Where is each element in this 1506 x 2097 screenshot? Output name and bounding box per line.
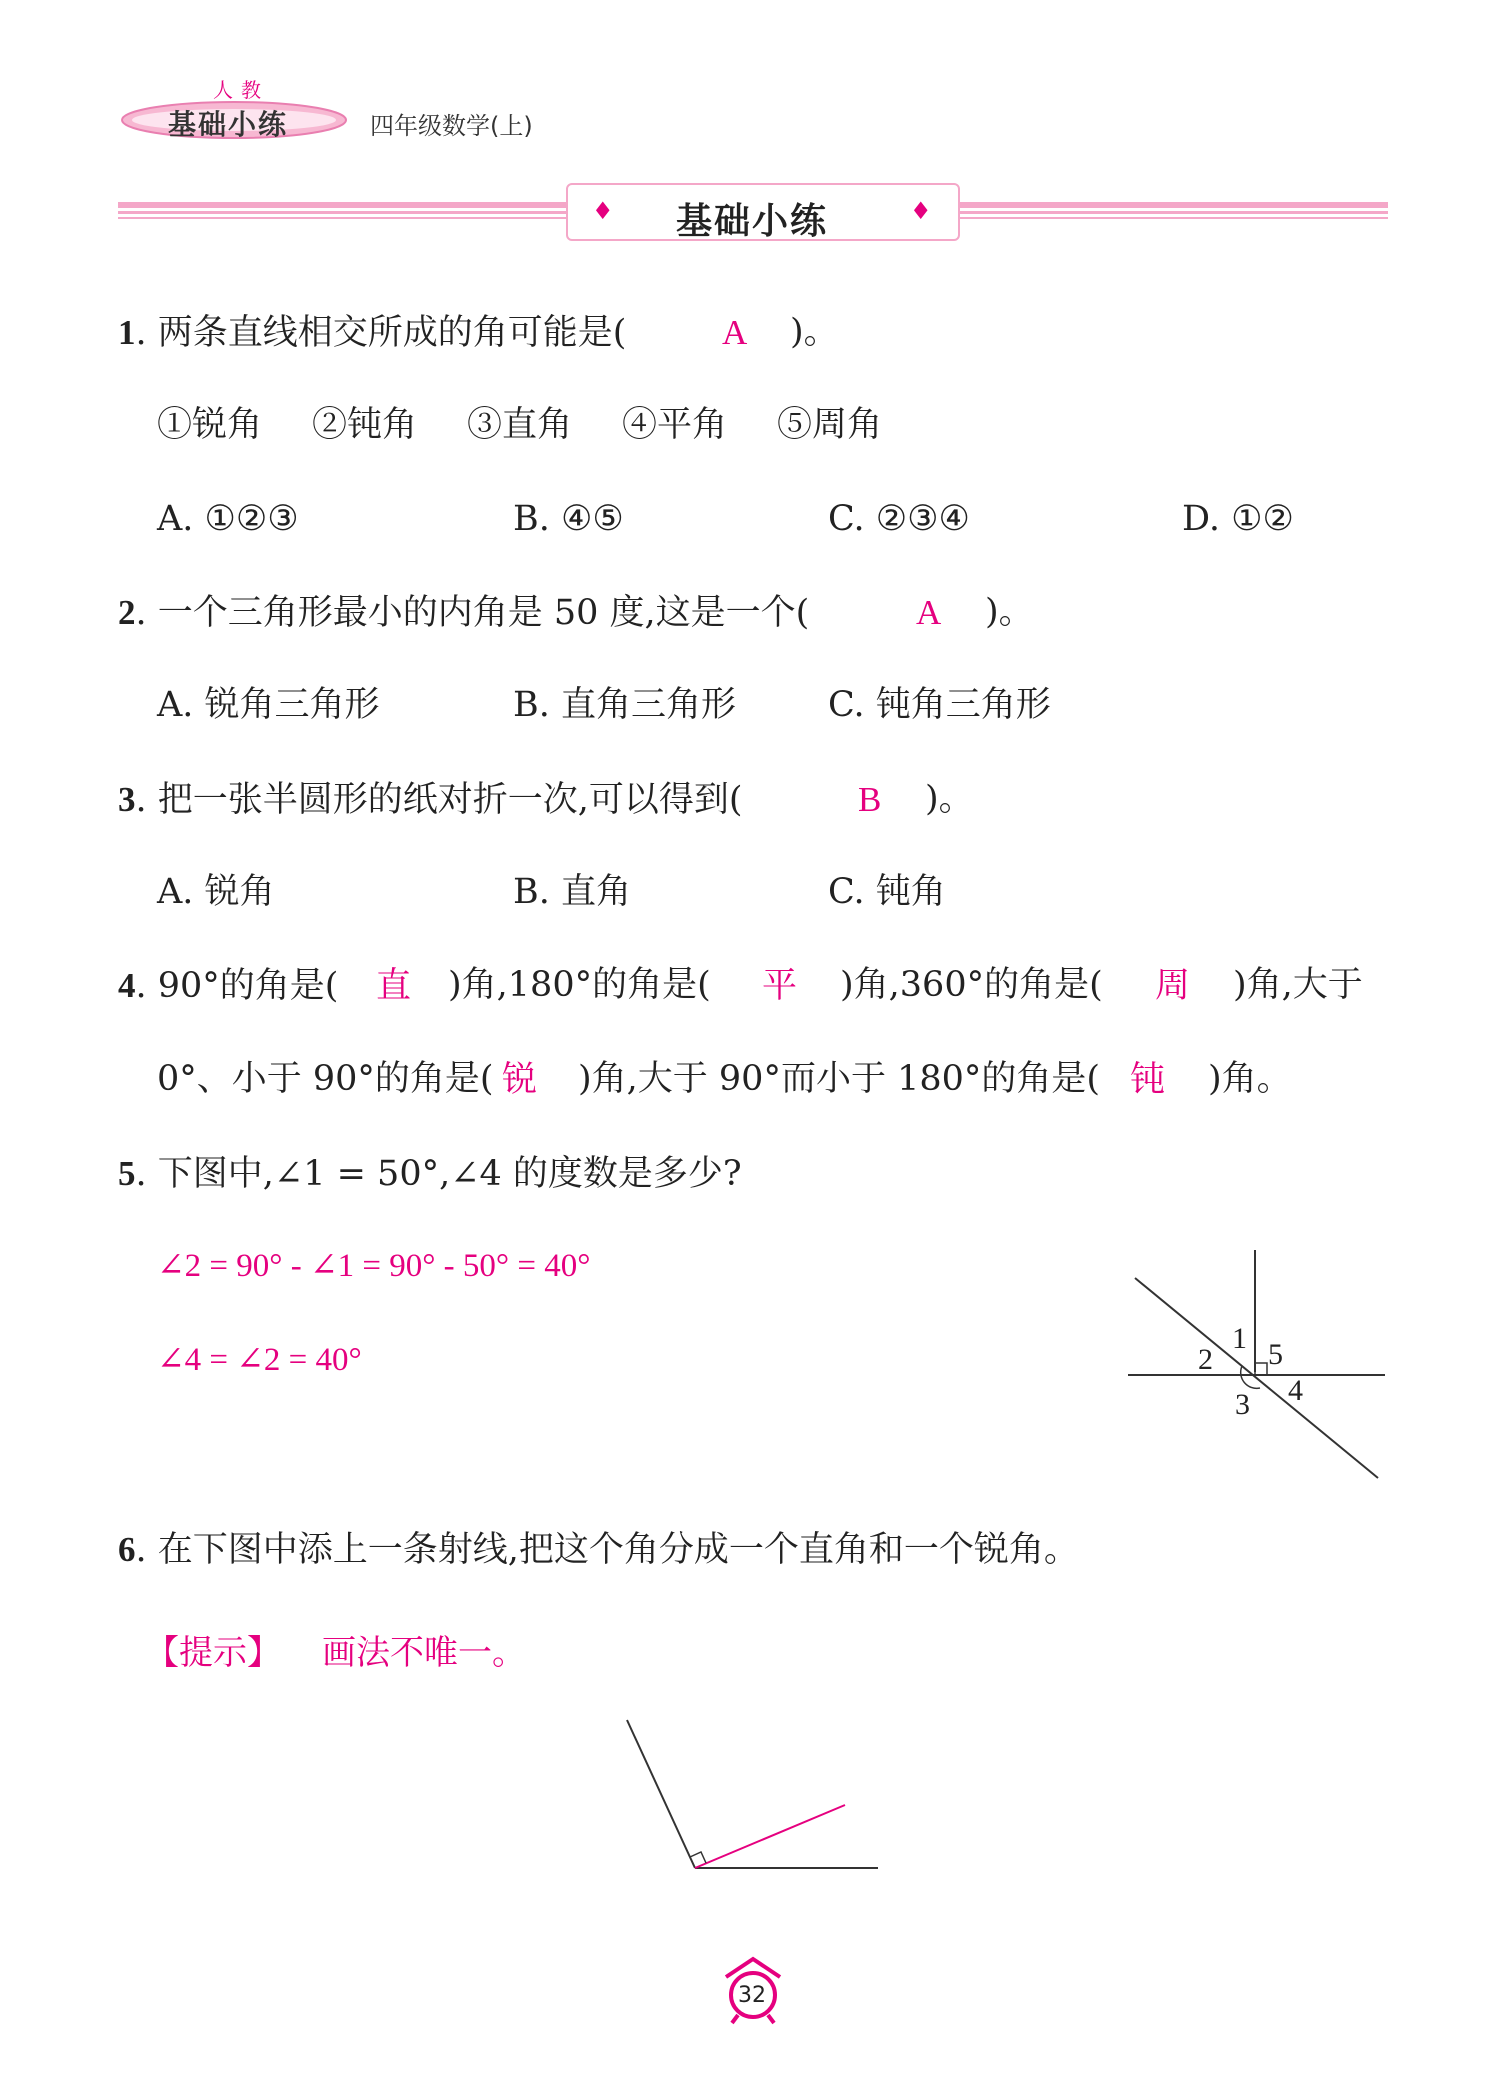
question-stem: . 在下图中添上一条射线,把这个角分成一个直角和一个锐角。 [135, 1530, 1079, 1570]
q1-item: ④平角 [622, 405, 728, 445]
angle-with-ray-diagram [610, 1710, 890, 1880]
question-stem-end: )。 [925, 779, 974, 819]
question-number: 2 [118, 593, 136, 632]
diamond-icon: ♦ [910, 197, 932, 225]
answer-4-4: 锐 [502, 1060, 538, 1099]
section-title-box [566, 183, 960, 241]
question-number: 1 [118, 313, 136, 352]
q1-option-d: D. ①② [1182, 499, 1294, 539]
question-stem: . 下图中,∠1 = 50°,∠4 的度数是多少? [135, 1154, 742, 1194]
q1-item: ⑤周角 [777, 405, 883, 445]
q5-figure [1120, 1240, 1400, 1490]
question-4: 4. 90°的角是( [118, 966, 339, 1006]
header-series: 基础小练 [168, 108, 289, 141]
answer-4-1: 直 [376, 966, 412, 1005]
q5-work-line-2: ∠4 = ∠2 = 40° [157, 1342, 362, 1378]
header-logo [118, 70, 358, 148]
question-1 [118, 315, 626, 351]
hint-label: 【提示】 [145, 1633, 281, 1673]
angle-label-2: 2 [1198, 1343, 1213, 1376]
page-number-badge [718, 1955, 788, 2025]
answer-1: A [722, 313, 748, 352]
intersecting-lines-diagram [1120, 1240, 1400, 1490]
question-stem-end: )。 [985, 592, 1034, 632]
question-2 [118, 595, 809, 631]
q6-figure [610, 1710, 890, 1880]
q1-option-a: A. ①②③ [157, 499, 299, 539]
answer-2: A [916, 593, 942, 632]
question-6 [118, 1532, 1079, 1568]
q3-option-b: B. 直角 [513, 872, 631, 912]
diamond-icon: ♦ [592, 197, 614, 225]
question-number: 3 [118, 780, 136, 819]
q1-option-c: C. ②③④ [828, 499, 970, 539]
q1-option-b: B. ④⑤ [513, 499, 624, 539]
q1-item: ③直角 [467, 405, 573, 445]
question-5 [118, 1156, 742, 1192]
header-grade-subject: 四年级数学(上) [370, 112, 533, 140]
question-3 [118, 782, 743, 818]
answer-4-2: 平 [762, 966, 798, 1005]
question-number: 5 [118, 1154, 136, 1193]
angle-label-3: 3 [1235, 1388, 1250, 1421]
q3-option-c: C. 钝角 [828, 872, 946, 912]
q3-option-a: A. 锐角 [157, 872, 275, 912]
section-title: 基础小练 [676, 201, 829, 242]
header-publisher: 人教 [213, 78, 269, 102]
question-4-continued: 0°、小于 90°的角是( [157, 1059, 494, 1099]
question-stem: . 把一张半圆形的纸对折一次,可以得到( [135, 780, 743, 820]
question-stem: . 两条直线相交所成的角可能是( [135, 313, 627, 353]
answer-4-3: 周 [1155, 966, 1191, 1005]
q2-option-b: B. 直角三角形 [513, 685, 736, 725]
page-number: 32 [738, 1983, 766, 2008]
q1-item: ①锐角 [157, 405, 263, 445]
angle-label-1: 1 [1232, 1322, 1247, 1355]
angle-label-4: 4 [1288, 1374, 1303, 1407]
question-stem-end: )。 [790, 312, 839, 352]
question-number: 6 [118, 1530, 136, 1569]
answer-3: B [858, 780, 882, 819]
q2-option-a: A. 锐角三角形 [157, 685, 380, 725]
question-stem: . 一个三角形最小的内角是 50 度,这是一个( [135, 593, 810, 633]
q1-item: ②钝角 [312, 405, 418, 445]
angle-label-5: 5 [1268, 1338, 1283, 1371]
q5-work-line-1: ∠2 = 90° - ∠1 = 90° - 50° = 40° [157, 1248, 591, 1284]
question-number: 4 [118, 966, 136, 1005]
q2-option-c: C. 钝角三角形 [828, 685, 1051, 725]
hint-text: 画法不唯一。 [322, 1633, 526, 1673]
answer-4-5: 钝 [1130, 1060, 1166, 1099]
